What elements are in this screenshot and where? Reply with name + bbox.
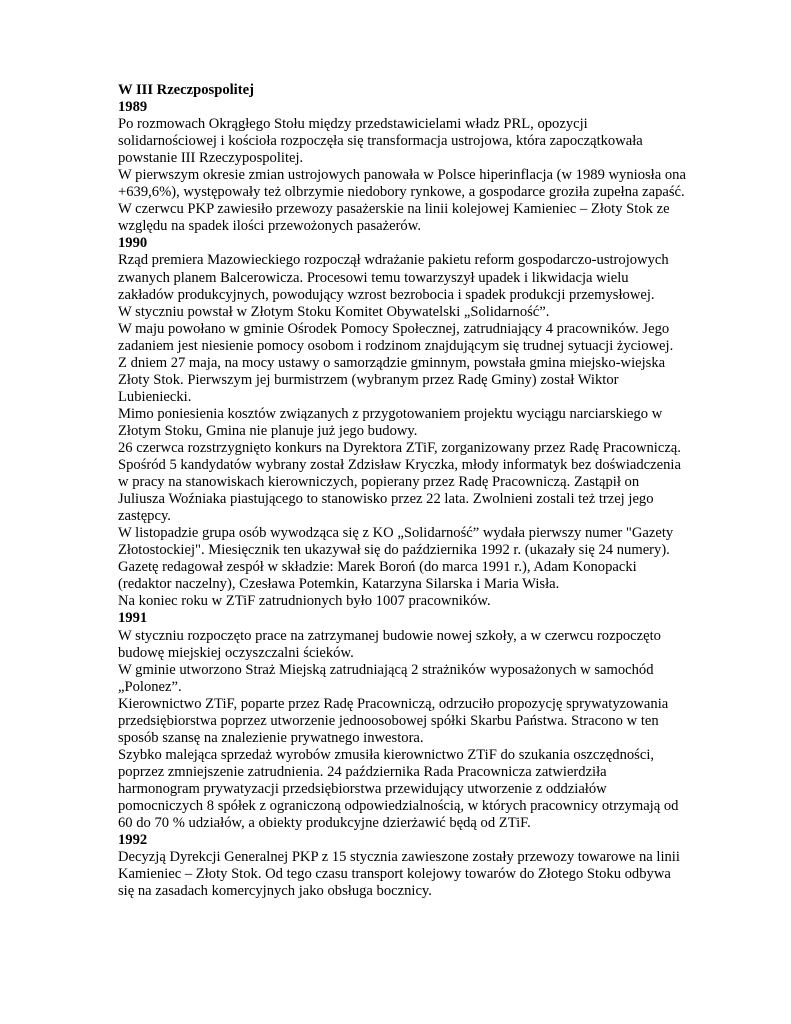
paragraph: W styczniu powstał w Złotym Stoku Komitet Obywatelski „Solidarność”. <box>118 303 550 320</box>
paragraph: Kierownictwo ZTiF, poparte przez Radę Pracowniczą, odrzuciło propozycję sprywatyzowania przedsiębiorstwa poprzez utworzenie jednoosobowej spółki Skarbu Państwa. Stracono w ten sposób szansę na znalezienie prywatnego inwestora. <box>118 695 669 746</box>
paragraph: W czerwcu PKP zawiesiło przewozy pasażerskie na linii kolejowej Kamieniec – Złoty Stok ze względu na spadek ilości przewożonych pasażerów. <box>118 201 670 235</box>
year-heading-1990: 1990 <box>118 235 148 252</box>
document-title: W III Rzeczpospolitej <box>118 82 254 98</box>
paragraph: Mimo poniesienia kosztów związanych z przygotowaniem projektu wyciągu narciarskiego w Złotym Stoku, Gmina nie planuje już jego budowy. <box>118 405 663 439</box>
document-page <box>118 82 688 900</box>
paragraph: Na koniec roku w ZTiF zatrudnionych było 1007 pracowników. <box>118 593 491 610</box>
paragraph: Rząd premiera Mazowieckiego rozpoczął wdrażanie pakietu reform gospodarczo-ustrojowych zwanych planem Balcerowicza. Procesowi temu towarzyszył upadek i likwidacja wielu zakładów produkcyjnych, powodujący wzrost bezrobocia i spadek produkcji przemysłowej. <box>118 252 669 303</box>
paragraph: 26 czerwca rozstrzygnięto konkurs na Dyrektora ZTiF, zorganizowany przez Radę Pracowniczą. Spośród 5 kandydatów wybrany został Zdzisław Kryczka, młody informatyk bez doświadczenia w pracy na stanowiskach kierowniczych, popierany przez Radę Pracowniczą. Zastąpił on Juliusza Woźniaka piastującego to stanowisko przez 22 lata. Zwolnieni zostali też trzej jego zastępcy. <box>118 439 681 525</box>
paragraph: Szybko malejąca sprzedaż wyrobów zmusiła kierownictwo ZTiF do szukania oszczędności, poprzez zmniejszenie zatrudnienia. 24 października Rada Pracownicza zatwierdziła harmonogram prywatyzacji przedsiębiorstwa przewidujący utworzenie z oddziałów pomocniczych 8 spółek z ograniczoną odpowiedzialnością, w których pracownicy otrzymają od 60 do 70 % udziałów, a obiekty produkcyjne dzierżawić będą od ZTiF. <box>118 746 679 832</box>
paragraph: W pierwszym okresie zmian ustrojowych panowała w Polsce hiperinflacja (w 1989 wyniosła ona +639,6%), występowały też olbrzymie niedobory rynkowe, a gospodarce groziła zupełna zapaść. <box>118 167 686 201</box>
paragraph: Po rozmowach Okrągłego Stołu między przedstawicielami władz PRL, opozycji solidarnościowej i kościoła rozpoczęła się transformacja ustrojowa, która zapoczątkowała powstanie III Rzeczypospolitej. <box>118 116 643 167</box>
year-heading-1992: 1992 <box>118 832 148 849</box>
paragraph: Z dniem 27 maja, na mocy ustawy o samorządzie gminnym, powstała gmina miejsko-wiejska Złoty Stok. Pierwszym jej burmistrzem (wybranym przez Radę Gminy) został Wiktor Lubieniecki. <box>118 354 666 405</box>
paragraph: W listopadzie grupa osób wywodząca się z KO „Solidarność” wydała pierwszy numer "Gazety Złotostockiej". Miesięcznik ten ukazywał się do października 1992 r. (ukazały się 24 numery). Gazetę redagował zespół w składzie: Marek Boroń (do marca 1991 r.), Adam Konopacki (redaktor naczelny), Czesława Potemkin, Katarzyna Silarska i Maria Wisła. <box>118 525 674 593</box>
paragraph: Decyzją Dyrekcji Generalnej PKP z 15 stycznia zawieszone zostały przewozy towarowe na linii Kamieniec – Złoty Stok. Od tego czasu transport kolejowy towarów do Złotego Stoku odbywa się na zasadach komercyjnych jako obsługa bocznicy. <box>118 849 680 900</box>
year-heading-1989: 1989 <box>118 99 148 116</box>
paragraph: W maju powołano w gminie Ośrodek Pomocy Społecznej, zatrudniający 4 pracowników. Jego zadaniem jest niesienie pomocy osobom i rodzinom znajdującym się trudnej sytuacji życiowej. <box>118 320 674 354</box>
year-heading-1991: 1991 <box>118 610 148 627</box>
paragraph: W gminie utworzono Straż Miejską zatrudniającą 2 strażników wyposażonych w samochód „Polonez”. <box>118 661 654 695</box>
paragraph: W styczniu rozpoczęto prace na zatrzymanej budowie nowej szkoły, a w czerwcu rozpoczęto budowę miejskiej oczyszczalni ścieków. <box>118 627 661 661</box>
